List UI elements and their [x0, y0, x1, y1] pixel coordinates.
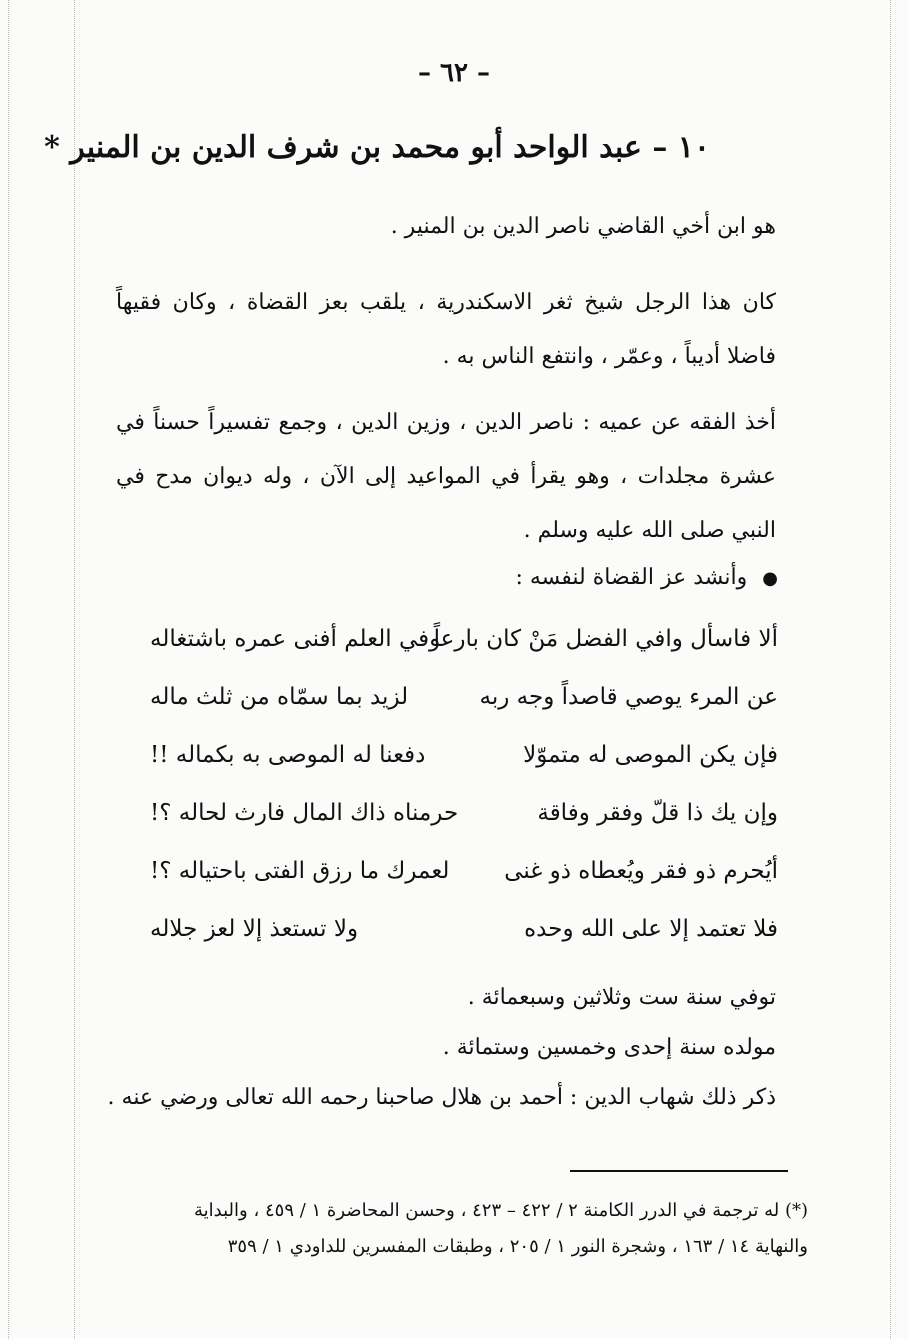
poem-intro-text: وأنشد عز القضاة لنفسه :	[515, 565, 748, 590]
verse-second-text: لعمرك ما رزق الفتى باحتياله ؟!	[150, 858, 450, 884]
verse-first-hemistich: أيُحرم ذو فقر ويُعطاه ذو غنى	[504, 858, 778, 884]
verse-second-hemistich	[150, 684, 450, 724]
verse-first-hemistich: فلا تعتمد إلا على الله وحده	[524, 916, 778, 942]
paragraph-intro: هو ابن أخي القاضي ناصر الدين بن المنير .	[390, 214, 776, 239]
footnote-divider	[570, 1170, 788, 1172]
scan-guide-line	[8, 0, 9, 1339]
footnote-line: والنهاية ١٤ / ١٦٣ ، وشجرة النور ١ / ٢٠٥ ، وطبقات المفسرين للداودي ١ / ٣٥٩	[227, 1236, 808, 1257]
verse-second-hemistich	[150, 858, 450, 898]
source-line: ذكر ذلك شهاب الدين : أحمد بن هلال صاحبنا رحمه الله تعالى ورضي عنه .	[107, 1085, 776, 1110]
birth-date-line: مولده سنة إحدى وخمسين وستمائة .	[442, 1035, 776, 1060]
verse-first-hemistich: ألا فاسأل وافي الفضل مَنْ كان بارعاً	[433, 626, 778, 652]
paragraph-biography: كان هذا الرجل شيخ ثغر الاسكندرية ، يلقب بعز القضاة ، وكان فقيهاً فاضلا أديباً ، وعمّر ، وانتفع الناس به .	[116, 290, 776, 369]
paragraph-works: أخذ الفقه عن عميه : ناصر الدين ، وزين الدين ، وجمع تفسيراً حسناً في عشرة مجلدات ، وهو يقرأ في المواعيد إلى الآن ، وله ديوان مدح في النبي صلى الله عليه وسلم .	[116, 410, 776, 543]
verse-second-text: حرمناه ذاك المال فارث لحاله ؟!	[150, 800, 459, 826]
bullet-icon: ●	[762, 568, 778, 589]
scan-guide-line	[74, 0, 75, 1339]
verse-first-hemistich: وإن يك ذا قلّ وفقر وفاقة	[537, 800, 778, 826]
entry-heading: ١٠ – عبد الواحد أبو محمد بن شرف الدين بن المنير *	[44, 130, 710, 165]
verse-first-hemistich: فإن يكن الموصى له متموّلا	[523, 742, 778, 768]
verse-second-text: لزيد بما سمّاه من ثلث ماله	[150, 684, 409, 710]
verse-first-hemistich: عن المرء يوصي قاصداً وجه ربه	[479, 684, 778, 710]
death-date-line: توفي سنة ست وثلاثين وسبعمائة .	[467, 985, 776, 1010]
footnote-line: (*) له ترجمة في الدرر الكامنة ٢ / ٤٢٢ – ٤٢٣ ، وحسن المحاضرة ١ / ٤٥٩ ، والبداية	[194, 1200, 808, 1221]
poem-intro	[138, 565, 778, 590]
page-number: – ٦٢ –	[417, 58, 491, 88]
verse-second-text: دفعنا له الموصى به بكماله !!	[150, 742, 426, 768]
verse-second-hemistich	[150, 626, 450, 666]
verse-second-hemistich	[150, 800, 459, 840]
verse-second-text: وفي العلم أفنى عمره باشتغاله	[150, 626, 441, 652]
verse-second-text: ولا تستعذ إلا لعز جلاله	[150, 916, 359, 942]
scan-guide-line	[890, 0, 891, 1339]
verse-second-hemistich	[150, 916, 450, 956]
verse-second-hemistich	[150, 742, 450, 782]
